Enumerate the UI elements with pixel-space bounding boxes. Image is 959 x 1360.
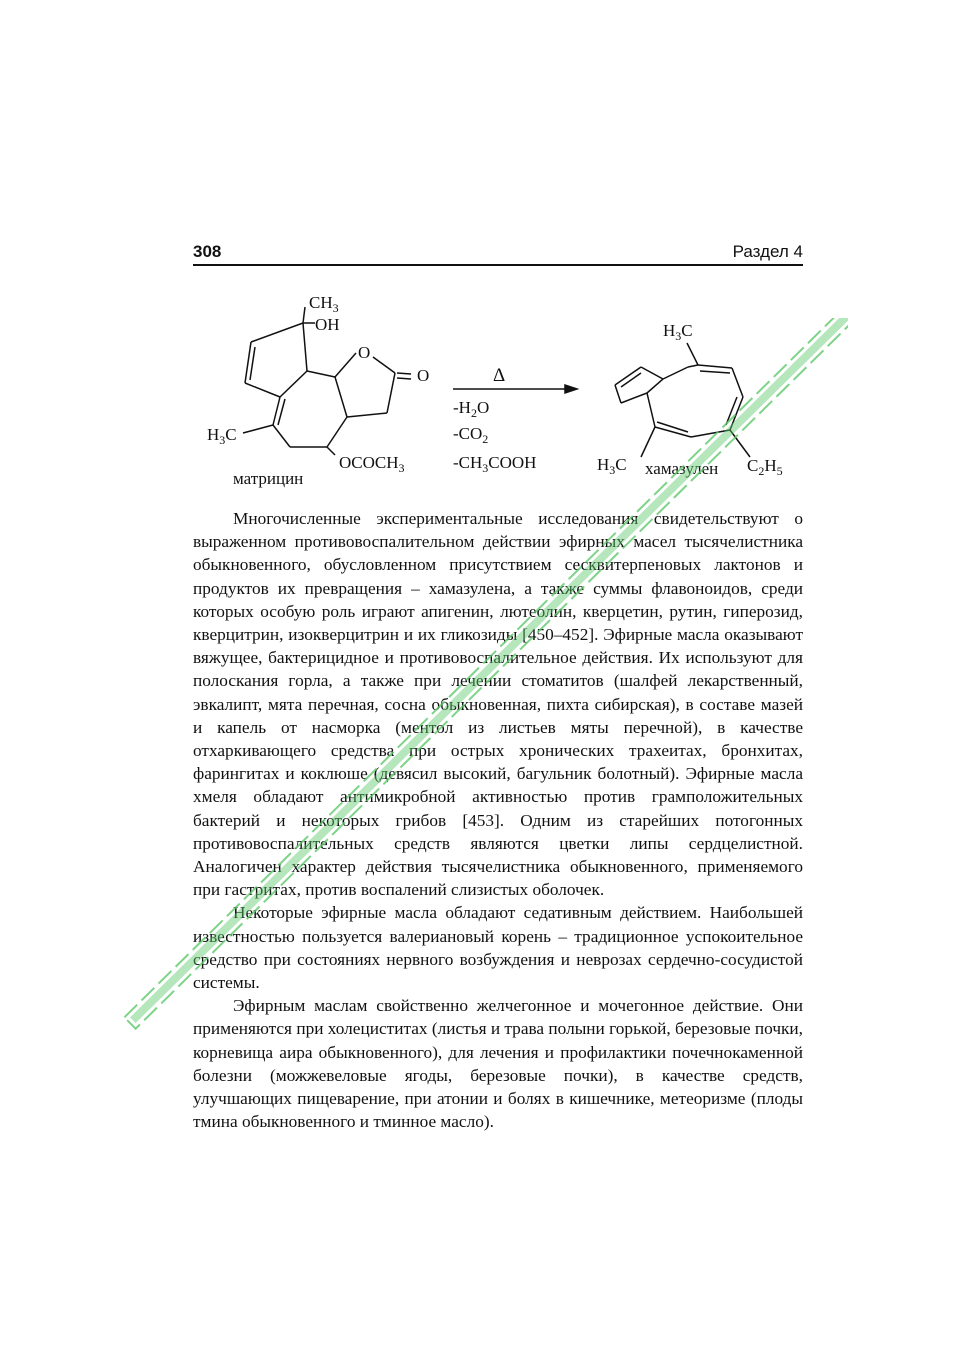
minus-acetic-acid-label: $-CH_3COOH$	[453, 453, 537, 475]
ococh3-label: $OCOCH_3$	[339, 453, 405, 475]
chamazulene-structure	[615, 343, 750, 457]
minus-water-label: $-H_2O$	[453, 398, 490, 420]
chamazulene-name: хамазулен	[645, 459, 719, 478]
minus-co2-label: $-CO_2$	[453, 424, 489, 446]
oh-label: OH	[315, 315, 340, 334]
h3c-top-right-label: $H_3C$	[663, 321, 693, 343]
section-title: Раздел 4	[732, 242, 803, 261]
reaction-arrow	[453, 385, 577, 393]
body-text	[193, 507, 803, 1133]
matricin-name: матрицин	[233, 469, 304, 488]
h3c-bottom-right-label: $H_3C$	[597, 455, 627, 477]
heat-symbol: Δ	[493, 365, 506, 386]
h3c-left-label: $H_3C$	[207, 425, 237, 447]
ch3-top-label: $CH_3$	[309, 293, 339, 315]
ring-oxygen-label: O	[358, 343, 371, 362]
page-header	[193, 238, 803, 266]
carbonyl-oxygen-label: O	[417, 366, 430, 385]
paragraph: Некоторые эфирные масла обладают седативным действием. Наибольшей известностью пользуется валериановый корень – традиционное успокоительное средство при состояниях нервного возбуждения и неврозах сердечно-сосудистой системы.	[193, 903, 803, 993]
reaction-scheme-drawing	[195, 285, 815, 495]
page-number: 308	[193, 242, 222, 261]
paragraph: Эфирным маслам свойственно желчегонное и мочегонное действие. Они применяются при холециститах (листья и трава полыни горькой, березовые почки, корневища аира обыкновенного), для лечения и профилактики почечнокаменной болезни (можжевеловые ягоды, березовые почки), в качестве средств, улучшающих пищеварение, при атонии и болях в кишечнике, метеоризме (плоды тмина обыкновенного и тминное масло).	[193, 996, 803, 1132]
reaction-scheme	[195, 285, 815, 495]
c2h5-label: $C_2H_5$	[747, 456, 783, 478]
paragraph: Многочисленные экспериментальные исследования свидетельствуют о выраженном противовоспалительном действии эфирных масел тысячелистника обыкновенного, обусловленном присутствием сесквитерпеновых лактонов и продуктов их превращения – хамазулена, а также суммы флавоноидов, среди которых особую роль играют апигенин, лютеолин, кверцетин, рутин, гиперозид, кверцитрин, изокверцитрин и их гликозиды [450–452]. Эфирные масла оказывают вяжущее, бактерицидное и противовоспалительное действия. Их используют для полоскания горла, а также при лечении стоматитов (шалфей лекарственный, эвкалипт, мята перечная, сосна обыкновенная, пихта сибирская), в составе мазей и капель от насморка (ментол из листьев мяты перечной), в качестве отхаркивающего средства при острых хронических трахеитах, бронхитах, фарингитах и коклюше (девясил высокий, багульник болотный). Эфирные масла хмеля обладают антимикробной активностью против грамположительных бактерий и некоторых грибов [453]. Одним из старейших потогонных противовоспалительных средств являются цветки липы сердцелистной. Аналогичен характер действия тысячелистника обыкновенного, применяемого при гастритах, против воспалений слизистых оболочек.	[193, 509, 803, 900]
